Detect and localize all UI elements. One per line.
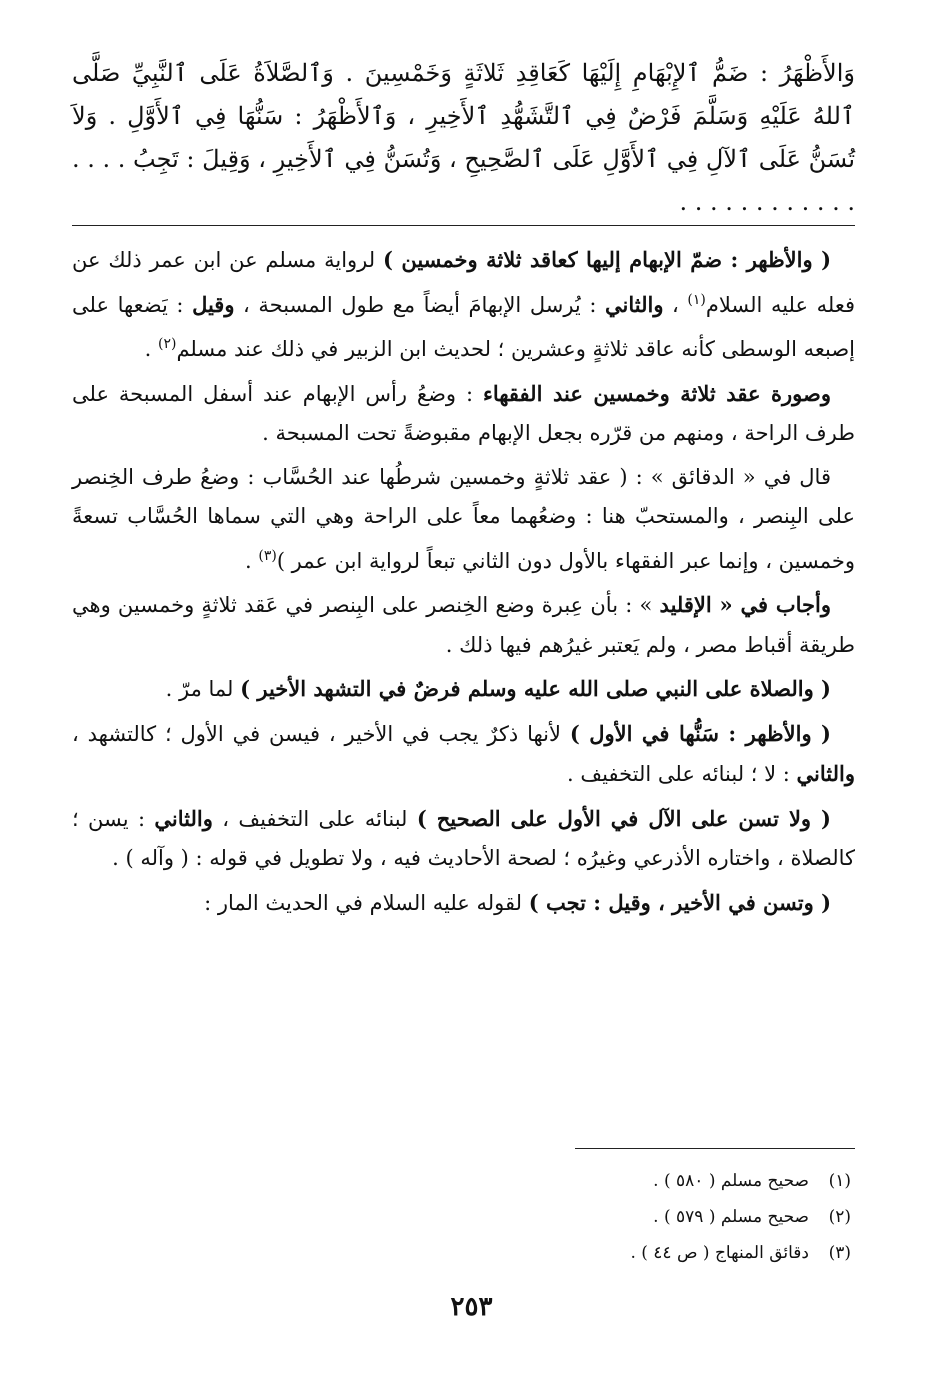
main-text-divider	[72, 225, 855, 226]
commentary-paragraph	[72, 799, 855, 879]
commentary-bold-segment: والثاني	[605, 291, 664, 317]
commentary-segment: : يَضعها على إصبعه الوسطى كأنه عاقد ثلاثةٍ وعشرين ؛ لحديث ابن الزبير في ذلك عند مسلم	[72, 292, 855, 361]
commentary-bold-segment: وأجاب في «	[711, 592, 831, 617]
commentary-segment: » : بأن عِبرة وضع الخِنصر على البِنصر في عَقد ثلاثةٍ وخمسين وهي طريقة أقباط مصر ، ولم يَعتبر غيرُهم فيها ذلك .	[72, 593, 855, 657]
page-number: ٢٥٣	[450, 1292, 493, 1322]
commentary-bold-segment: وصورة عقد ثلاثة وخمسين عند الفقهاء	[482, 380, 831, 406]
footnote	[72, 1163, 851, 1199]
footnote-divider	[575, 1148, 855, 1149]
commentary-paragraph	[72, 458, 855, 582]
commentary-bold-segment: وقيل	[192, 291, 235, 317]
commentary-paragraph	[72, 374, 855, 454]
commentary-segment: قال في « الدقائق » : ( عقد ثلاثةٍ وخمسين شرطُها عند الحُسَّاب : وضعُ طرف الخِنصر على البِنصر ، والمستحبّ هنا : وضعُهما معاً على الراحة وهي التي سماها الحُسَّاب تسعةً وخمسين ، وإنما عبر الفقهاء بالأول دون الثاني تبعاً لرواية ابن عمر )	[72, 464, 855, 573]
commentary-bold-segment: الإقليد	[659, 592, 712, 617]
commentary-bold-segment: والثاني	[154, 805, 213, 831]
footnote	[72, 1235, 851, 1271]
main-text-paragraph: وَالأَظْهَرُ : ضَمُّ ٱلإِبْهَامِ إِلَيْهَا كَعَاقِدِ ثَلاثَةٍ وَخَمْسِينَ . وَٱلصَّلاَةُ عَلَى ٱلنَّبِيِّ صَلَّى ٱللهُ عَلَيْهِ وَسَلَّمَ فَرْضٌ فِي ٱلتَّشَهُّدِ ٱلأَخِيرِ ، وَٱلأَظْهَرُ : سَنُّهَا فِي ٱلأَوَّلِ . وَلاَ تُسَنُّ عَلَى ٱلآلِ فِي ٱلأَوَّلِ عَلَى ٱلصَّحِيحِ ، وَتُسَنُّ فِي ٱلأَخِيرِ ، وَقِيلَ : تَجِبُ . . . . . . . . . . . . . . . .	[72, 59, 855, 216]
footnote-marker: (٣)	[258, 547, 277, 564]
commentary-bold-segment: والثاني	[796, 761, 855, 786]
commentary-segment: .	[244, 548, 259, 573]
footnote-marker: (١)	[687, 291, 706, 308]
footnote-text: صحيح مسلم ( ٥٨٠ ) .	[653, 1171, 809, 1191]
footnote-text: دقائق المنهاج ( ص ٤٤ ) .	[630, 1243, 809, 1263]
commentary-segment: لقوله عليه السلام في الحديث المار :	[204, 890, 529, 915]
commentary-paragraph	[72, 714, 855, 795]
commentary-segment: : لا ؛ لبنائه على التخفيف .	[567, 762, 797, 786]
main-text	[72, 52, 855, 224]
commentary-segment: لما مرّ .	[165, 677, 241, 701]
commentary-segment: : يُرسل الإبهامَ أيضاً مع طول المسبحة ،	[234, 292, 605, 317]
commentary	[72, 240, 855, 927]
commentary-segment: لرواية مسلم عن ابن عمر ذلك عن فعله عليه السلام	[72, 248, 855, 317]
footnote-number: (٢)	[828, 1207, 851, 1227]
footnote-number: (٣)	[828, 1243, 851, 1263]
footnote-text: صحيح مسلم ( ٥٧٩ ) .	[653, 1207, 809, 1227]
commentary-paragraph	[72, 883, 855, 924]
commentary-paragraph	[72, 585, 855, 665]
footnote-number: (١)	[828, 1171, 851, 1191]
commentary-bold-segment: ( والأظهر : ضمّ الإبهام إليها كعاقد ثلاثة وخمسين )	[382, 247, 832, 272]
commentary-segment: ،	[663, 292, 688, 317]
commentary-paragraph	[72, 669, 855, 710]
commentary-bold-segment: ( والصلاة على النبي صلى الله عليه وسلم فرضٌ في التشهد الأخير )	[240, 676, 831, 701]
footnote-marker: (٢)	[157, 336, 177, 352]
commentary-segment: .	[144, 337, 158, 361]
commentary-bold-segment: ( ولا تسن على الآل في الأول على الصحيح )	[416, 805, 831, 831]
commentary-segment: لأنها ذكرٌ يجب في الأخير ، فيسن في الأول ؛ كالتشهد ،	[72, 721, 570, 746]
footnote	[72, 1199, 851, 1235]
commentary-segment: : يسن ؛ كالصلاة ، واختاره الأذرعي وغيرُه ؛ لصحة الأحاديث فيه ، ولا تطويل في قوله : ( وآله ) .	[72, 806, 855, 870]
commentary-segment: : وضعُ رأس الإبهام عند أسفل المسبحة على طرف الراحة ، ومنهم من قرّره بجعل الإبهام مقبوضةً تحت المسبحة .	[72, 381, 855, 445]
commentary-paragraph	[72, 240, 855, 370]
commentary-segment: لبنائه على التخفيف ،	[212, 806, 417, 831]
commentary-bold-segment: ( والأظهر : سَنُّها في الأول )	[569, 720, 831, 746]
commentary-bold-segment: ( وتسن في الأخير ، وقيل : تجب )	[528, 889, 831, 915]
footnotes	[72, 1163, 851, 1271]
